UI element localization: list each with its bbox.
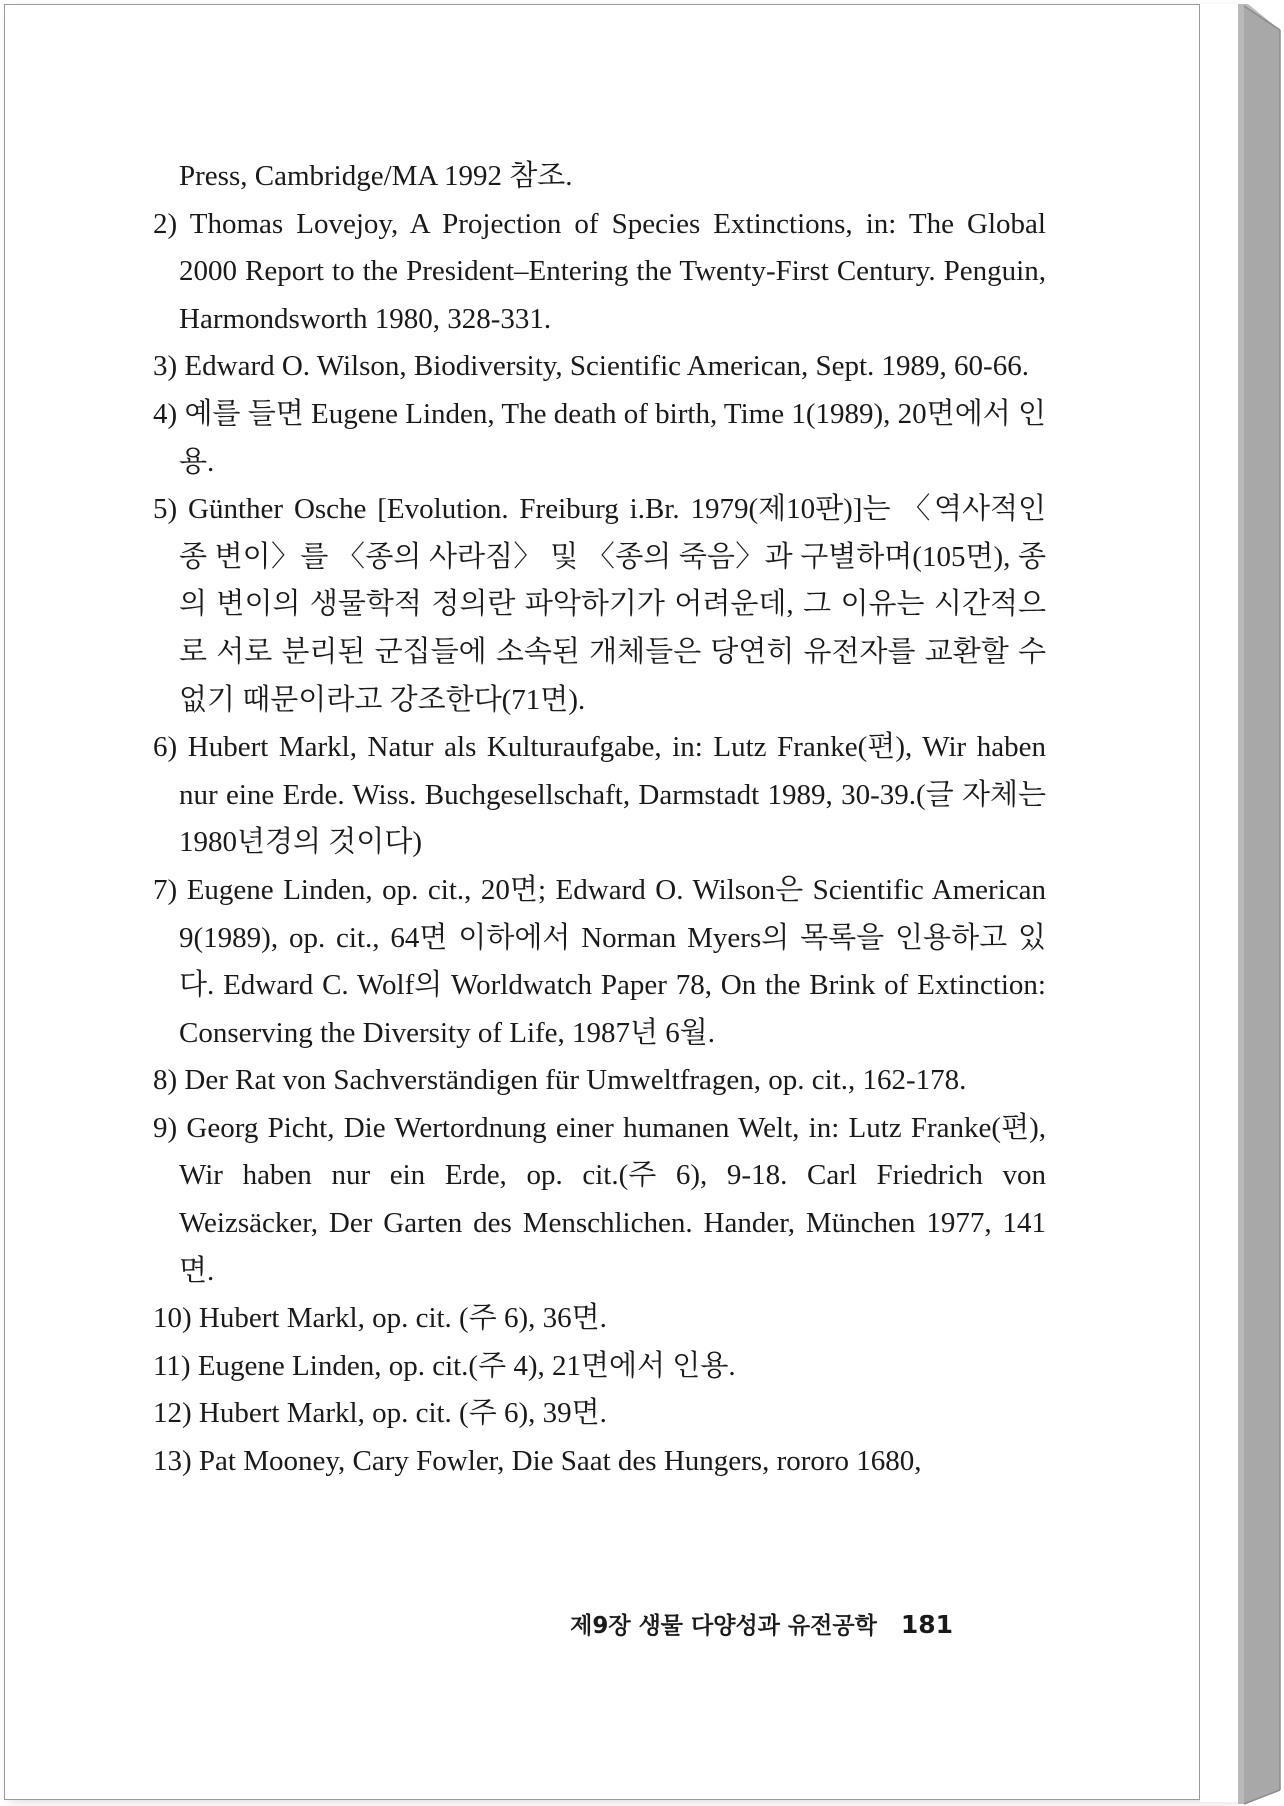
endnote-text: Eugene Linden, op. cit.(주 4), 21면에서 인용. bbox=[197, 1349, 736, 1382]
endnote-number: 7) bbox=[153, 873, 178, 906]
endnote-text: Press, Cambridge/MA 1992 참조. bbox=[179, 160, 573, 192]
endnote-number: 11) bbox=[153, 1349, 191, 1382]
endnote-text: Georg Picht, Die Wertordnung einer humanen Welt, in: Lutz Franke(편), Wir haben nur ein Erde, op. cit.(주 6), 9-18. Carl Friedrich von Weizsäcker, Der Garten des Menschlichen. Hander, München 1977, 141면. bbox=[179, 1111, 1046, 1287]
endnote-number: 2) bbox=[153, 207, 178, 240]
endnote-number: 9) bbox=[153, 1111, 178, 1144]
endnote-9 bbox=[153, 1105, 1046, 1295]
endnotes-list bbox=[153, 153, 1046, 1486]
endnote-number: 12) bbox=[153, 1397, 192, 1430]
endnote-number: 8) bbox=[153, 1064, 178, 1097]
page-number: 181 bbox=[900, 1610, 953, 1639]
endnote-number: 4) bbox=[153, 397, 178, 430]
endnote-text: Hubert Markl, Natur als Kulturaufgabe, in: Lutz Franke(편), Wir haben nur eine Erde. Wiss. Buchgesellschaft, Darmstadt 1989, 30-39.(글 자체는 1980년경의 것이다) bbox=[179, 731, 1047, 859]
endnote-text: Eugene Linden, op. cit., 20면; Edward O. Wilson은 Scientific American 9(1989), op. cit., 64면 이하에서 Norman Myers의 목록을 인용하고 있다. Edward C. Wolf의 Worldwatch Paper 78, On the Brink of Extinction: Conserving the Diversity of Life, 1987년 6월. bbox=[179, 873, 1047, 1049]
endnote-text: Thomas Lovejoy, A Projection of Species Extinctions, in: The Global 2000 Report to the President–Entering the Twenty-First Century. Penguin, Harmondsworth 1980, 328-331. bbox=[179, 207, 1046, 335]
endnote-1-continued bbox=[153, 153, 1046, 201]
endnote-4 bbox=[153, 391, 1046, 486]
endnote-text: Hubert Markl, op. cit. (주 6), 36면. bbox=[198, 1302, 607, 1335]
endnote-text: Hubert Markl, op. cit. (주 6), 39면. bbox=[198, 1397, 607, 1430]
endnote-text: 예를 들면 Eugene Linden, The death of birth, Time 1(1989), 20면에서 인용. bbox=[179, 397, 1046, 478]
book-page bbox=[4, 4, 1200, 1800]
endnote-7 bbox=[153, 867, 1046, 1057]
endnote-10 bbox=[153, 1295, 1046, 1343]
endnote-number: 3) bbox=[153, 350, 178, 383]
running-footer bbox=[570, 1607, 953, 1640]
endnote-2 bbox=[153, 201, 1046, 344]
endnote-text: Der Rat von Sachverständigen für Umweltfragen, op. cit., 162-178. bbox=[184, 1064, 967, 1097]
endnote-8 bbox=[153, 1057, 1046, 1105]
endnote-3 bbox=[153, 343, 1046, 391]
endnote-6 bbox=[153, 724, 1046, 867]
endnote-12 bbox=[153, 1390, 1046, 1438]
endnote-number: 10) bbox=[153, 1302, 192, 1335]
endnote-5 bbox=[153, 486, 1046, 724]
endnote-13 bbox=[153, 1438, 1046, 1486]
chapter-title: 제9장 생물 다양성과 유전공학 bbox=[570, 1613, 877, 1639]
endnote-number: 13) bbox=[153, 1445, 192, 1478]
endnote-number: 5) bbox=[153, 493, 178, 526]
endnote-text: Günther Osche [Evolution. Freiburg i.Br. 1979(제10판)]는 〈역사적인 종 변이〉를 〈종의 사라짐〉 및 〈종의 죽음〉과 구별하며(105면), 종의 변이의 생물학적 정의란 파악하기가 어려운데, 그 이유는 시간적으로 서로 분리된 군집들에 소속된 개체들은 당연히 유전자를 교환할 수 없기 때문이라고 강조한다(71면). bbox=[179, 493, 1047, 716]
endnote-text: Pat Mooney, Cary Fowler, Die Saat des Hungers, rororo 1680, bbox=[198, 1445, 922, 1478]
endnote-11 bbox=[153, 1343, 1046, 1391]
book-edge bbox=[1200, 0, 1284, 1806]
endnote-number: 6) bbox=[153, 731, 178, 764]
endnote-text: Edward O. Wilson, Biodiversity, Scientific American, Sept. 1989, 60-66. bbox=[184, 350, 1029, 383]
